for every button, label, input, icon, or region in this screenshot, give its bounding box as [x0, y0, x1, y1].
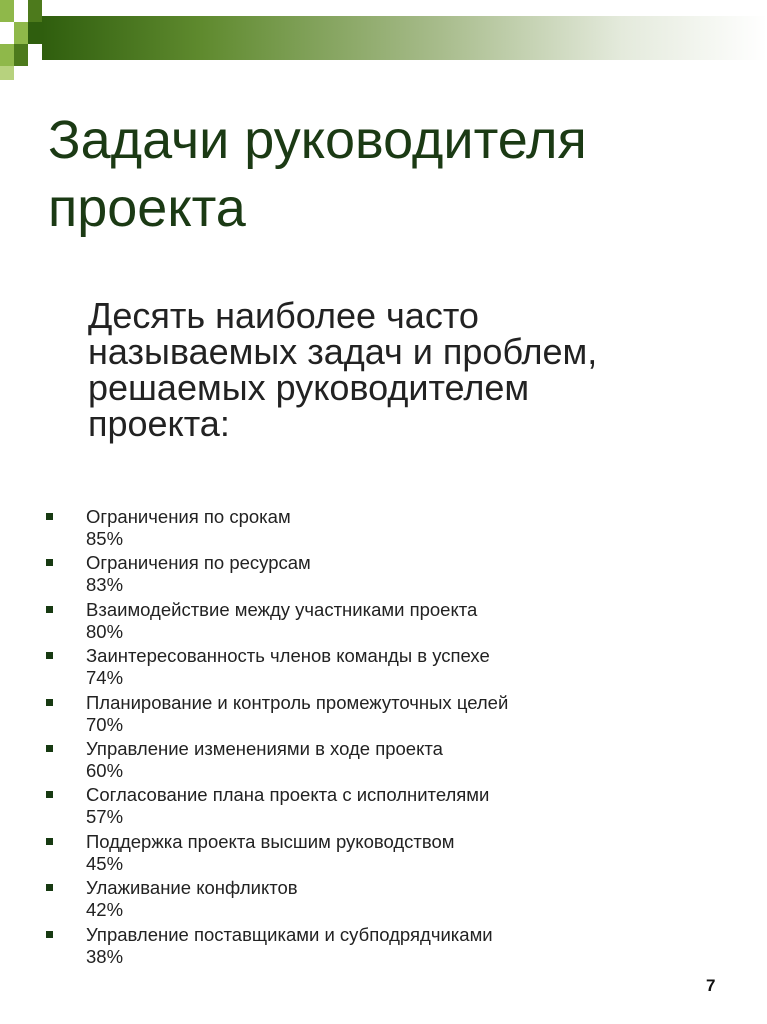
task-label: Согласование плана проекта с исполнителями — [86, 784, 490, 806]
subtitle-line: Десять наиболее часто — [88, 295, 479, 336]
decor-square — [14, 22, 28, 44]
list-item — [44, 645, 734, 691]
task-list — [44, 506, 734, 970]
task-percent: 38% — [86, 945, 124, 967]
title-line: Задачи руководителя — [48, 110, 587, 170]
decor-square — [0, 44, 14, 66]
task-percent: 74% — [86, 667, 124, 689]
page-number: 7 — [706, 976, 716, 995]
task-label: Поддержка проекта высшим руководством — [86, 830, 455, 852]
task-percent: 45% — [86, 852, 124, 874]
square-bullet-icon — [46, 745, 53, 752]
decor-square — [28, 0, 42, 22]
list-item — [44, 831, 734, 877]
task-label: Управление поставщиками и субподрядчиками — [86, 923, 493, 945]
square-bullet-icon — [46, 931, 53, 938]
task-percent: 57% — [86, 806, 124, 828]
task-label: Улаживание конфликтов — [86, 877, 298, 899]
square-bullet-icon — [46, 884, 53, 891]
square-bullet-icon — [46, 699, 53, 706]
subtitle-line: называемых задач и проблем, — [88, 331, 598, 372]
task-percent: 80% — [86, 620, 124, 642]
task-percent: 60% — [86, 759, 124, 781]
task-label: Взаимодействие между участниками проекта — [86, 598, 478, 620]
decor-square — [28, 22, 42, 44]
task-label: Ограничения по ресурсам — [86, 552, 311, 574]
decor-square — [14, 0, 28, 22]
list-item — [44, 552, 734, 598]
decor-square — [0, 66, 14, 80]
subtitle-line: проекта: — [88, 403, 230, 444]
title-line: проекта — [48, 178, 246, 238]
task-percent: 85% — [86, 528, 124, 549]
slide-subtitle — [88, 295, 708, 444]
square-bullet-icon — [46, 606, 53, 613]
task-label: Заинтересованность членов команды в успехе — [86, 645, 490, 667]
slide-title — [48, 106, 728, 242]
task-label: Ограничения по срокам — [86, 506, 291, 527]
decor-square — [14, 44, 28, 66]
task-percent: 70% — [86, 713, 124, 735]
square-bullet-icon — [46, 791, 53, 798]
decor-square — [0, 22, 14, 44]
task-label: Управление изменениями в ходе проекта — [86, 737, 443, 759]
subtitle-line: решаемых руководителем — [88, 367, 530, 408]
square-bullet-icon — [46, 559, 53, 566]
square-bullet-icon — [46, 838, 53, 845]
list-item — [44, 599, 734, 645]
list-item — [44, 924, 734, 970]
square-bullet-icon — [46, 513, 53, 520]
task-percent: 42% — [86, 899, 124, 921]
list-item — [44, 692, 734, 738]
list-item — [44, 506, 734, 552]
list-item — [44, 877, 734, 923]
header-gradient-bar — [42, 16, 767, 60]
square-bullet-icon — [46, 652, 53, 659]
list-item — [44, 784, 734, 830]
decor-square — [0, 0, 14, 22]
list-item — [44, 738, 734, 784]
task-label: Планирование и контроль промежуточных целей — [86, 691, 509, 713]
task-percent: 83% — [86, 574, 124, 596]
